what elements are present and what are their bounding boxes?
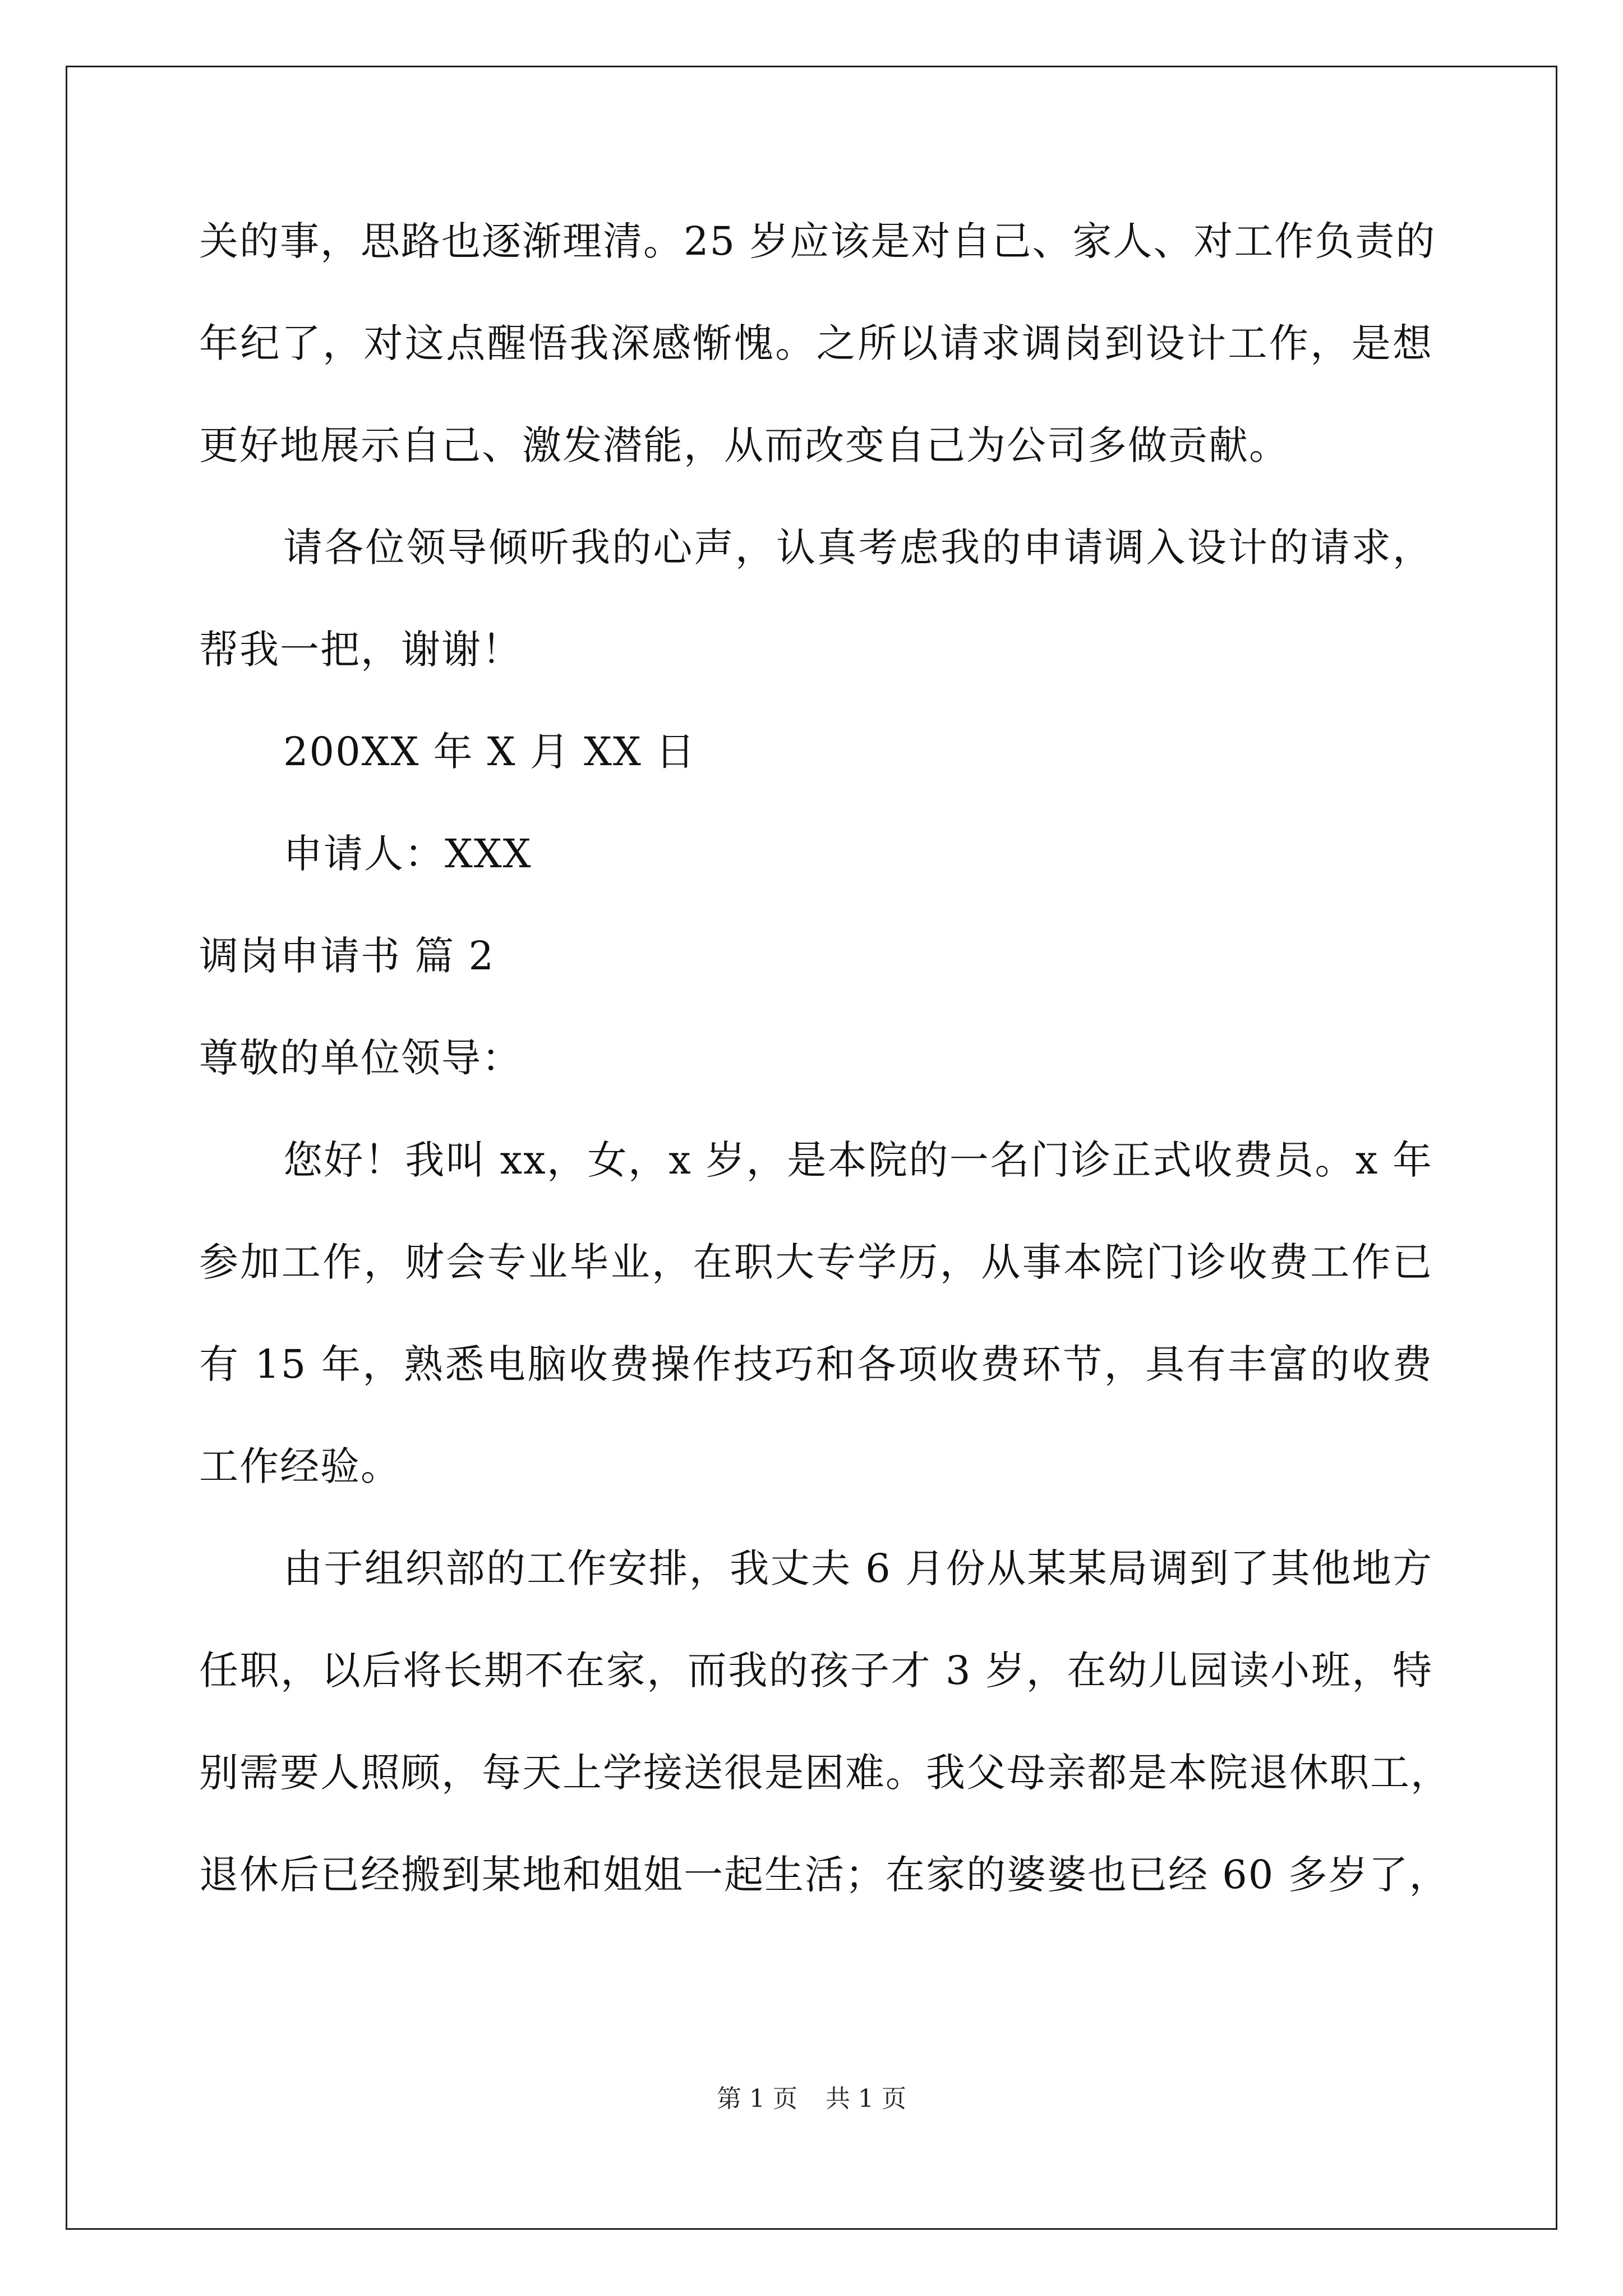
paragraph-line: 年纪了，对这点醒悟我深感惭愧。之所以请求调岗到设计工作，是想 [199,320,1433,366]
page-footer [0,2087,1623,2111]
page-total: 共 1 页 [826,2085,906,2113]
paragraph-line: 由于组织部的工作安排，我丈夫 6 月份从某某局调到了其他地方 [283,1545,1433,1591]
paragraph-line: 您好！我叫 xx，女，x 岁，是本院的一名门诊正式收费员。x 年 [283,1137,1433,1183]
date-line: 200XX 年 X 月 XX 日 [283,729,697,775]
paragraph-line: 帮我一把，谢谢！ [199,627,522,673]
paragraph-line: 关的事，思路也逐渐理清。25 岁应该是对自己、家人、对工作负责的 [199,218,1436,264]
page-number: 第 1 页 [717,2085,797,2113]
paragraph-line: 有 15 年，熟悉电脑收费操作技巧和各项收费环节，具有丰富的收费 [199,1341,1433,1387]
section-heading: 调岗申请书 篇 2 [199,933,495,979]
paragraph-line: 参加工作，财会专业毕业，在职大专学历，从事本院门诊收费工作已 [199,1239,1433,1285]
document-body [199,218,1451,1957]
paragraph-line: 任职，以后将长期不在家，而我的孩子才 3 岁，在幼儿园读小班，特 [199,1648,1433,1694]
paragraph-line: 更好地展示自己、激发潜能，从而改变自己为公司多做贡献。 [199,422,1289,468]
paragraph-line: 工作经验。 [199,1443,401,1489]
applicant-line: 申请人：XXX [283,831,532,877]
salutation: 尊敬的单位领导： [199,1035,522,1081]
paragraph-line: 退休后已经搬到某地和姐姐一起生活；在家的婆婆也已经 60 多岁了， [199,1852,1450,1898]
paragraph-line: 别需要人照顾，每天上学接送很是困难。我父母亲都是本院退休职工， [199,1750,1451,1796]
paragraph-line: 请各位领导倾听我的心声，认真考虑我的申请调入设计的请求， [283,524,1433,570]
